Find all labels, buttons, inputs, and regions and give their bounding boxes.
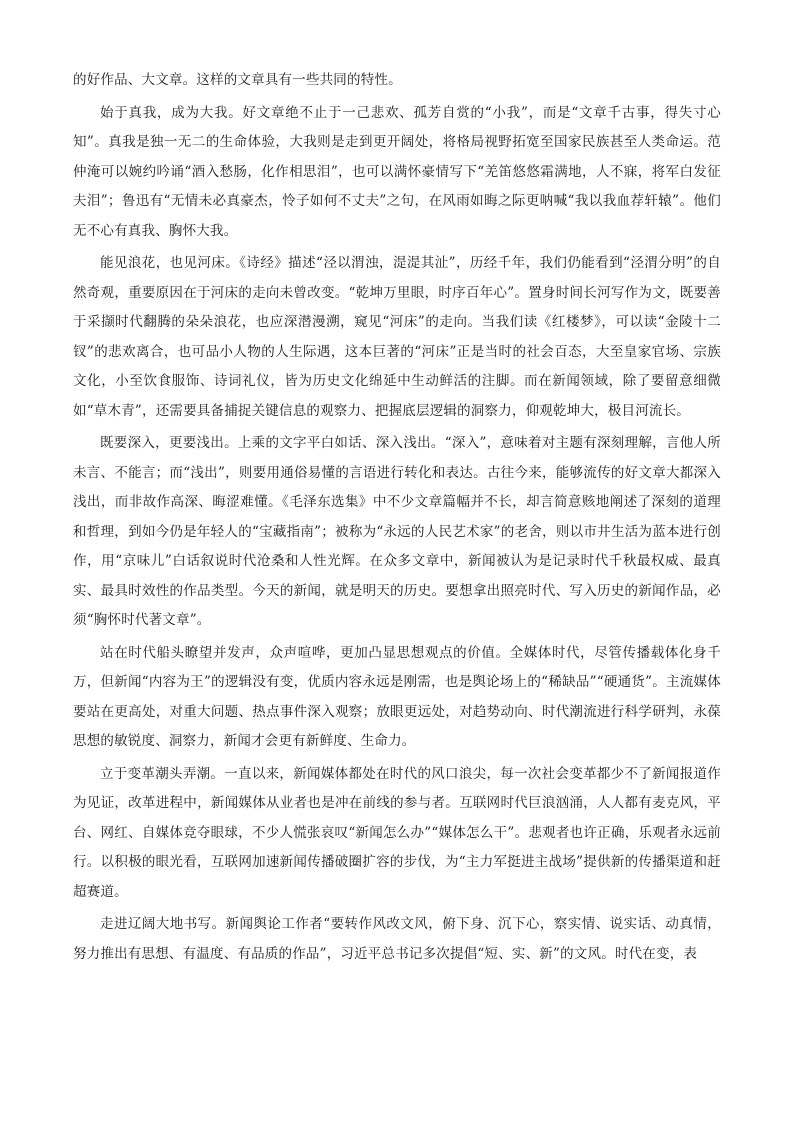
paragraph-era-bow: 站在时代船头瞭望并发声，众声喧哗，更加凸显思想观点的价值。全媒体时代，尽管传播载体化身千万，但新闻“内容为王”的逻辑没有变，优质内容永远是刚需，也是舆论场上的“稀缺品”“硬通货”。主流媒体要站在更高处，对重大问题、热点事件深入观察；放眼更远处，对趋势动向、时代潮流进行科学研判，永葆思想的敏锐度、洞察力，新闻才会更有新鲜度、生命力。 bbox=[73, 644, 721, 749]
paragraph-riverbed: 能见浪花，也见河床。《诗经》描述“泾以渭浊，湜湜其沚”，历经千年，我们仍能看到“泾渭分明”的自然奇观，重要原因在于河床的走向未曾改变。“乾坤万里眼，时序百年心”。置身时间长河写作为文，既要善于采撷时代翻腾的朵朵浪花，也应深潜漫溯，窥见“河床”的走向。当我们读《红楼梦》，可以读“金陵十二钗”的悲欢离合，也可品小人物的人生际遇，这本巨著的“河床”正是当时的社会百态，大至皇家官场、宗族文化，小至饮食服饰、诗词礼仪，皆为历史文化绵延中生动鲜活的注脚。而在新闻领域，除了要留意细微如“草木青”，还需要具备捕捉关键信息的观察力、把握底层逻辑的洞察力，仰观乾坤大，极目河流长。 bbox=[73, 255, 721, 419]
article-body bbox=[73, 66, 721, 972]
paragraph-depth-clarity: 既要深入，更要浅出。上乘的文字平白如话、深入浅出。“深入”，意味着对主题有深刻理解，言他人所未言、不能言；而“浅出”，则要用通俗易懂的言语进行转化和表达。古往今来，能够流传的好文章大都深入浅出，而非故作高深、晦涩难懂。《毛泽东选集》中不少文章篇幅并不长，却言简意赅地阐述了深刻的道理和哲理，到如今仍是年轻人的“宝藏指南”；被称为“永远的人民艺术家”的老舍，则以市井生活为蓝本进行创作，用“京味儿”白话叙说时代沧桑和人性光辉。在众多文章中，新闻被认为是记录时代千秋最权威、最真实、最具时效性的作品类型。今天的新闻，就是明天的历史。要想拿出照亮时代、写入历史的新闻作品，必须“胸怀时代著文章”。 bbox=[73, 435, 721, 628]
paragraph-continued: 的好作品、大文章。这样的文章具有一些共同的特性。 bbox=[73, 72, 402, 88]
paragraph-vast-land: 走进辽阔大地书写。新闻舆论工作者“要转作风改文风，俯下身、沉下心，察实情、说实话、动真情，努力推出有思想、有温度、有品质的作品”，习近平总书记多次提倡“短、实、新”的文风。时代在变，表 bbox=[73, 916, 721, 962]
paragraph-reform-tide: 立于变革潮头弄潮。一直以来，新闻媒体都处在时代的风口浪尖，每一次社会变革都少不了新闻报道作为见证，改革进程中，新闻媒体从业者也是冲在前线的参与者。互联网时代巨浪汹涌，人人都有麦克风，平台、网红、自媒体竞夺眼球，不少人慌张哀叹“新闻怎么办”“媒体怎么干”。悲观者也许正确，乐观者永远前行。以积极的眼光看，互联网加速新闻传播破圈扩容的步伐，为“主力军挺进主战场”提供新的传播渠道和赶超赛道。 bbox=[73, 765, 721, 900]
paragraph-true-self: 始于真我，成为大我。好文章绝不止于一己悲欢、孤芳自赏的“小我”，而是“文章千古事，得失寸心知”。真我是独一无二的生命体验，大我则是走到更开阔处，将格局视野拓宽至国家民族甚至人类命运。范仲淹可以婉约吟诵“酒入愁肠，化作相思泪”，也可以满怀豪情写下“羌笛悠悠霜满地，人不寐，将军白发征夫泪”；鲁迅有“无情未必真豪杰，怜子如何不丈夫”之句，在风雨如晦之际更呐喊“我以我血荐轩辕”。他们无不心有真我、胸怀大我。 bbox=[73, 104, 721, 239]
